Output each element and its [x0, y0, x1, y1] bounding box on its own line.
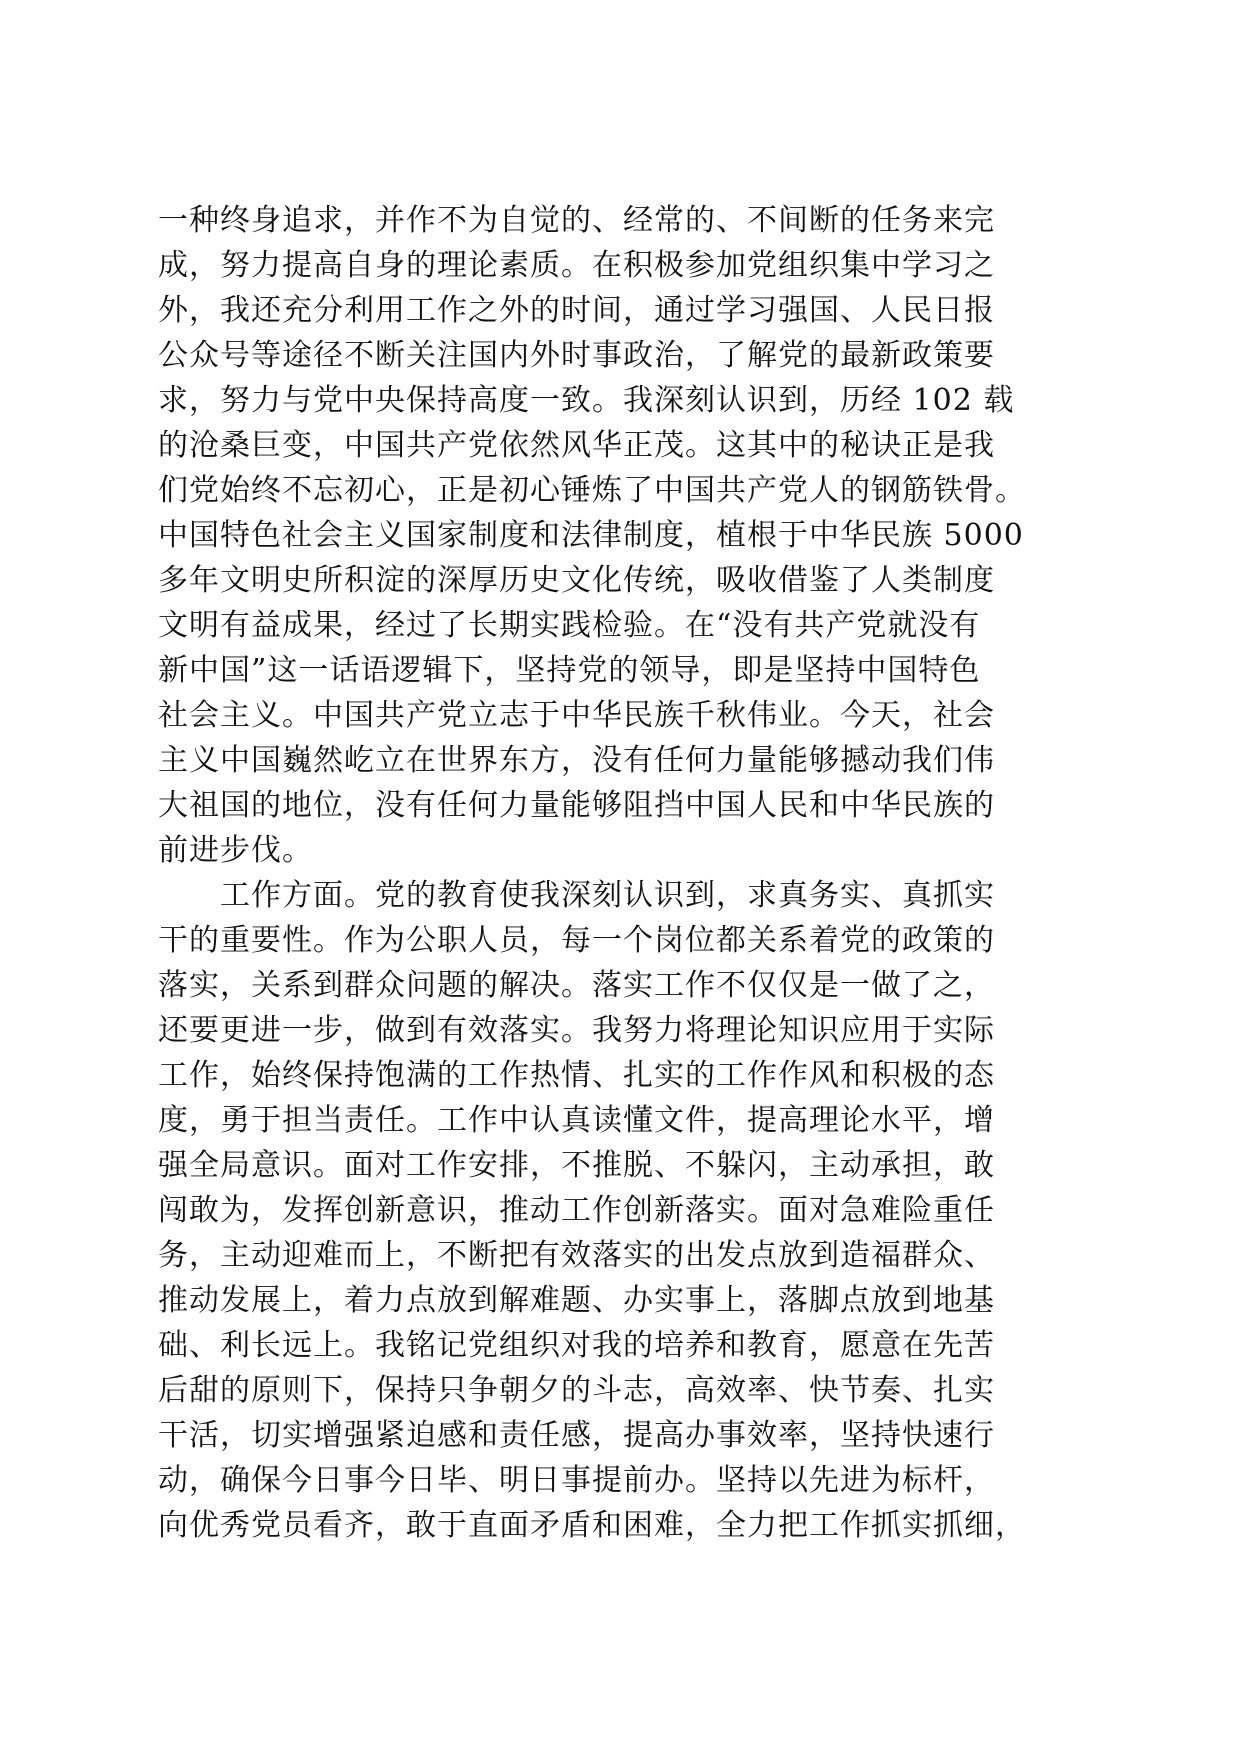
text-line-24: 务，主动迎难而上，不断把有效落实的出发点放到造福群众、: [158, 1238, 995, 1273]
text-line-11: 新中国”这一话语逻辑下，坚持党的领导，即是坚持中国特色: [158, 653, 981, 688]
text-line-1: 一种终身追求，并作不为自觉的、经常的、不间断的任务来完: [158, 203, 995, 238]
text-line-23: 闯敢为，发挥创新意识，推动工作创新落实。面对急难险重任: [158, 1193, 995, 1228]
text-line-7: 们党始终不忘初心，正是初心锤炼了中国共产党人的钢筋铁骨。: [158, 473, 1026, 508]
text-line-18: 落实，关系到群众问题的解决。落实工作不仅仅是一做了之，: [158, 968, 995, 1003]
text-line-9: 多年文明史所积淀的深厚历史文化传统，吸收借鉴了人类制度: [158, 563, 995, 598]
text-line-3: 外，我还充分利用工作之外的时间，通过学习强国、人民日报: [158, 293, 995, 328]
text-line-28: 干活，切实增强紧迫感和责任感，提高办事效率，坚持快速行: [158, 1418, 995, 1453]
text-line-29: 动，确保今日事今日毕、明日事提前办。坚持以先进为标杆，: [158, 1463, 995, 1498]
text-line-25: 推动发展上，着力点放到解难题、办实事上，落脚点放到地基: [158, 1283, 995, 1318]
text-line-13: 主义中国巍然屹立在世界东方，没有任何力量能够撼动我们伟: [158, 743, 995, 778]
text-line-21: 度，勇于担当责任。工作中认真读懂文件，提高理论水平，增: [158, 1103, 995, 1138]
text-line-10: 文明有益成果，经过了长期实践检验。在“没有共产党就没有: [158, 608, 981, 643]
body-text: [158, 198, 1088, 1548]
text-line-5: 求，努力与党中央保持高度一致。我深刻认识到，历经 102 载: [158, 383, 1015, 418]
text-line-26: 础、利长远上。我铭记党组织对我的培养和教育，愿意在先苦: [158, 1328, 995, 1363]
text-line-17: 干的重要性。作为公职人员，每一个岗位都关系着党的政策的: [158, 923, 995, 958]
text-line-20: 工作，始终保持饱满的工作热情、扎实的工作作风和积极的态: [158, 1058, 995, 1093]
text-line-2: 成，努力提高自身的理论素质。在积极参加党组织集中学习之: [158, 248, 995, 283]
text-line-30: 向优秀党员看齐，敢于直面矛盾和困难，全力把工作抓实抓细，: [158, 1508, 1026, 1543]
text-line-22: 强全局意识。面对工作安排，不推脱、不躲闪，主动承担，敢: [158, 1148, 995, 1183]
text-line-6: 的沧桑巨变，中国共产党依然风华正茂。这其中的秘诀正是我: [158, 428, 995, 463]
text-line-27: 后甜的原则下，保持只争朝夕的斗志，高效率、快节奏、扎实: [158, 1373, 995, 1408]
text-line-8: 中国特色社会主义国家制度和法律制度，植根于中华民族 5000: [158, 518, 1024, 553]
text-line-14: 大祖国的地位，没有任何力量能够阻挡中国人民和中华民族的: [158, 788, 995, 823]
text-line-16: 工作方面。党的教育使我深刻认识到，求真务实、真抓实: [158, 878, 995, 913]
text-line-4: 公众号等途径不断关注国内外时事政治，了解党的最新政策要: [158, 338, 995, 373]
text-line-15: 前进步伐。: [158, 833, 313, 868]
text-line-12: 社会主义。中国共产党立志于中华民族千秋伟业。今天，社会: [158, 698, 995, 733]
text-line-19: 还要更进一步，做到有效落实。我努力将理论知识应用于实际: [158, 1013, 995, 1048]
